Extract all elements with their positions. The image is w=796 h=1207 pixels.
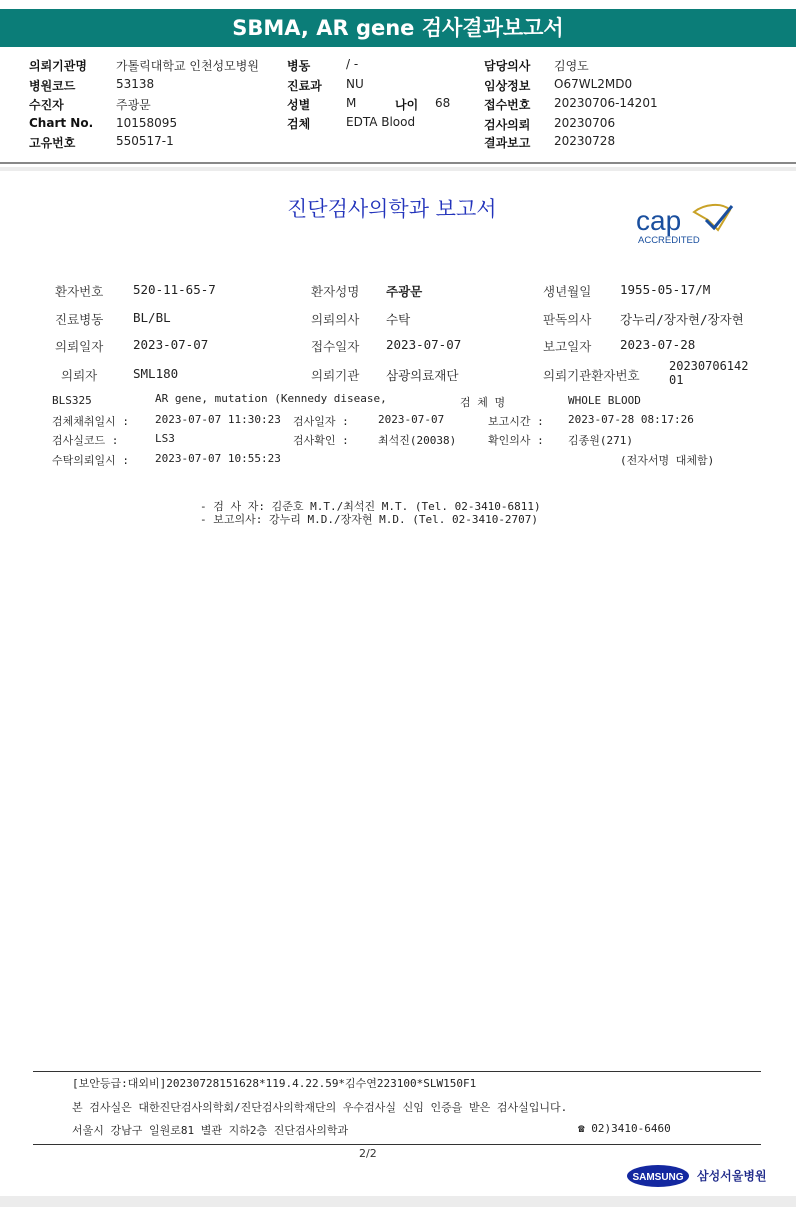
- header-value: 가톨릭대학교 인천성모병원: [116, 59, 259, 73]
- info-label: 검사확인 :: [293, 434, 349, 447]
- header-label: 임상정보: [484, 79, 531, 93]
- header-value: 53138: [116, 77, 155, 91]
- info-value: 2023-07-07: [378, 413, 445, 426]
- header-label: 나이: [395, 98, 419, 112]
- info-label: 검사일자 :: [293, 415, 349, 428]
- header-value: 20230706-14201: [554, 96, 658, 110]
- field-label: 의뢰일자: [55, 339, 104, 354]
- info-label: 확인의사 :: [488, 434, 544, 447]
- header-divider: [0, 162, 796, 164]
- bottom-bar: [0, 1196, 796, 1207]
- field-label: 의뢰자: [61, 368, 98, 383]
- field-value: 1955-05-17/M: [620, 282, 711, 297]
- cap-logo-icon: [634, 200, 738, 250]
- header-value: M: [346, 96, 357, 110]
- field-value: 2023-07-07: [133, 337, 209, 352]
- info-value: 최석진(20038): [378, 434, 457, 447]
- phone-icon: ☎: [578, 1122, 592, 1135]
- header-value: 10158095: [116, 116, 178, 130]
- svg-text:SAMSUNG: [632, 1172, 683, 1183]
- header-label: 고유번호: [29, 136, 76, 150]
- reporter-line: - 보고의사: 강누리 M.D./장자현 M.D. (Tel. 02-3410-2707): [200, 513, 539, 526]
- security-line: [보안등급:대외비]20230728151628*119.4.22.59*김수연223100*SLW150F1: [72, 1077, 477, 1090]
- footer-bottom-line: [33, 1144, 761, 1145]
- svg-text:cap: [636, 205, 681, 236]
- header-label: 의뢰기관명: [29, 59, 87, 73]
- report-main-title: 진단검사의학과 보고서: [287, 197, 497, 221]
- examiner-line: - 검 사 자: 김준호 M.T./최석진 M.T. (Tel. 02-3410-6811): [200, 500, 541, 513]
- field-value: 520-11-65-7: [133, 282, 216, 297]
- header-value: 68: [435, 96, 451, 110]
- test-name: AR gene, mutation (Kennedy disease,: [155, 392, 387, 405]
- field-value: 강누리/장자현/장자현: [620, 312, 744, 327]
- info-label: 검사실코드 :: [52, 434, 119, 447]
- test-code: BLS325: [52, 394, 92, 407]
- info-label: 보고시간 :: [488, 415, 544, 428]
- request-value: 2023-07-07 10:55:23: [155, 452, 281, 465]
- header-label: 검사의뢰: [484, 118, 531, 132]
- page-number: 2/2: [359, 1147, 377, 1160]
- request-label: 수탁의뢰일시 :: [52, 454, 130, 467]
- samsung-text: SAMSUNG: [632, 1172, 684, 1183]
- field-label: 판독의사: [543, 312, 592, 327]
- info-value: LS3: [155, 432, 175, 445]
- header-value: / -: [346, 57, 359, 71]
- header-label: 병원코드: [29, 79, 76, 93]
- header-label: 진료과: [287, 79, 322, 93]
- header-label: 접수번호: [484, 98, 531, 112]
- field-label: 진료병동: [55, 312, 104, 327]
- field-value: 2023-07-28: [620, 337, 696, 352]
- esign-note: (전자서명 대체함): [620, 454, 715, 467]
- specimen-label: 검 체 명: [460, 396, 506, 409]
- header-value: EDTA Blood: [346, 115, 416, 129]
- header-label: 결과보고: [484, 136, 531, 150]
- field-value: 주광문: [386, 284, 423, 299]
- header-label: 성별: [287, 98, 311, 112]
- field-label: 생년월일: [543, 284, 592, 299]
- field-value: 2023-07-07: [386, 337, 462, 352]
- hospital-name: 삼성서울병원: [697, 1169, 767, 1183]
- info-value: 2023-07-28 08:17:26: [568, 413, 694, 426]
- cap-accredited-text: ACCREDITED: [638, 235, 700, 246]
- header-value: 20230706: [554, 116, 616, 130]
- header-label: 담당의사: [484, 59, 531, 73]
- field-value: SML180: [133, 366, 179, 381]
- samsung-logo-icon: [626, 1163, 690, 1189]
- footer-top-line: [33, 1071, 761, 1072]
- header-value: 주광문: [116, 98, 151, 112]
- svg-text:ACCREDITED: [638, 235, 700, 246]
- header-divider-shadow: [0, 167, 796, 171]
- info-value: 2023-07-07 11:30:23: [155, 413, 281, 426]
- header-value: NU: [346, 77, 364, 91]
- report-title-bar: [0, 9, 796, 47]
- header-value: O67WL2MD0: [554, 77, 633, 91]
- header-value: 김영도: [554, 59, 589, 73]
- header-value: 550517-1: [116, 134, 174, 148]
- header-value: 20230728: [554, 134, 616, 148]
- samsung-logo: [626, 1163, 690, 1189]
- field-value: 삼광의료재단: [386, 368, 459, 383]
- report-title: SBMA, AR gene 검사결과보고서: [232, 16, 564, 40]
- certification-line: 본 검사실은 대한진단검사의학회/진단검사의학재단의 우수검사실 신임 인증을 받은 검사실입니다.: [72, 1101, 568, 1114]
- field-label: 의뢰기관환자번호: [543, 368, 640, 383]
- header-label: Chart No.: [29, 116, 94, 130]
- field-value: 2023070614201: [669, 359, 749, 387]
- field-label: 보고일자: [543, 339, 592, 354]
- field-label: 의뢰의사: [311, 312, 360, 327]
- field-value: 수탁: [386, 312, 411, 327]
- field-label: 의뢰기관: [311, 368, 360, 383]
- phone-line: ☎ 02)3410-6460: [578, 1122, 671, 1135]
- header-label: 수진자: [29, 98, 64, 112]
- cap-accredited-logo: [634, 200, 738, 250]
- cap-text: cap: [636, 205, 682, 236]
- field-value: BL/BL: [133, 310, 171, 325]
- field-label: 접수일자: [311, 339, 360, 354]
- info-value: 김종원(271): [568, 434, 633, 447]
- header-label: 검체: [287, 117, 311, 131]
- info-label: 검체채취일시 :: [52, 415, 130, 428]
- header-label: 병동: [287, 59, 311, 73]
- field-label: 환자성명: [311, 284, 360, 299]
- field-label: 환자번호: [55, 284, 104, 299]
- address-line: 서울시 강남구 일원로81 별관 지하2층 진단검사의학과: [72, 1124, 349, 1137]
- specimen-value: WHOLE BLOOD: [568, 394, 641, 407]
